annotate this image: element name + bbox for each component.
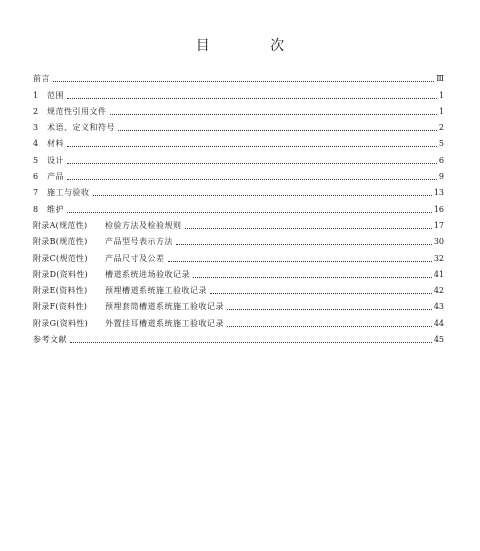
toc-entry-title: 产品尺寸及公差 bbox=[105, 253, 165, 263]
toc-entry[interactable] bbox=[33, 166, 444, 182]
dot-leader bbox=[118, 129, 437, 131]
toc-entry-title: 检验方法及检验规则 bbox=[105, 220, 182, 230]
toc-entry-title: 预埋套筒槽道系统施工验收记录 bbox=[105, 302, 224, 312]
toc-entry-title: 设计 bbox=[47, 155, 64, 165]
toc-entry-number: 4 bbox=[33, 139, 39, 149]
toc-entry[interactable] bbox=[33, 247, 444, 263]
toc-entry[interactable] bbox=[33, 296, 444, 312]
toc-entry-title: 预埋槽道系统施工验收记录 bbox=[105, 286, 207, 296]
dot-leader bbox=[67, 97, 437, 99]
toc-entry-number: 8 bbox=[33, 204, 39, 214]
page-title: 目 次 bbox=[195, 38, 313, 55]
toc-entry[interactable] bbox=[33, 117, 444, 133]
toc-entry-number: 1 bbox=[33, 90, 39, 100]
toc-appendix-label: 附录D(资料性) bbox=[33, 269, 89, 279]
toc-entry-number: 6 bbox=[33, 172, 39, 182]
toc-appendix-label: 附录G(资料性) bbox=[33, 318, 89, 328]
toc-entry-number: 5 bbox=[33, 155, 39, 165]
toc-entry[interactable] bbox=[33, 329, 444, 345]
dot-leader bbox=[67, 145, 437, 147]
toc-page-number: 1 bbox=[438, 106, 444, 116]
dot-leader bbox=[210, 292, 432, 294]
dot-leader bbox=[67, 211, 432, 213]
toc-entry[interactable] bbox=[33, 182, 444, 198]
toc-entry-title: 槽道系统进场验收记录 bbox=[105, 269, 190, 279]
toc-entry-title: 材料 bbox=[47, 139, 64, 149]
toc-page-number: 41 bbox=[433, 269, 444, 279]
toc-page-number: 32 bbox=[433, 253, 444, 263]
dot-leader bbox=[193, 276, 432, 278]
toc-page-number: 6 bbox=[438, 155, 444, 165]
toc-entry[interactable] bbox=[33, 149, 444, 165]
toc-entry-title: 规范性引用文件 bbox=[47, 106, 107, 116]
toc-entry-number: 7 bbox=[33, 188, 39, 198]
toc-page-number: 43 bbox=[433, 302, 444, 312]
toc-entry[interactable] bbox=[33, 101, 444, 117]
toc-page-number: Ⅲ bbox=[436, 74, 444, 84]
dot-leader bbox=[70, 341, 432, 343]
toc-page-number: 5 bbox=[438, 139, 444, 149]
toc-appendix-label: 附录C(规范性) bbox=[33, 253, 88, 263]
dot-leader bbox=[185, 227, 432, 229]
table-of-contents bbox=[33, 68, 444, 345]
dot-leader bbox=[176, 243, 432, 245]
toc-entry[interactable] bbox=[33, 68, 444, 84]
toc-entry[interactable] bbox=[33, 215, 444, 231]
toc-entry-number: 2 bbox=[33, 106, 39, 116]
toc-entry-title: 产品 bbox=[47, 172, 64, 182]
dot-leader bbox=[67, 178, 437, 180]
toc-appendix-label: 附录B(规范性) bbox=[33, 237, 88, 247]
toc-entry-number: 3 bbox=[33, 123, 39, 133]
toc-entry[interactable] bbox=[33, 198, 444, 214]
dot-leader bbox=[53, 80, 434, 82]
toc-page-number: 2 bbox=[438, 123, 444, 133]
dot-leader bbox=[67, 162, 437, 164]
toc-page-number: 44 bbox=[433, 318, 444, 328]
toc-entry[interactable] bbox=[33, 133, 444, 149]
toc-page-number: 13 bbox=[433, 188, 444, 198]
toc-entry-title: 施工与验收 bbox=[47, 188, 90, 198]
dot-leader bbox=[93, 194, 432, 196]
toc-entry-title: 外置挂耳槽道系统施工验收记录 bbox=[105, 318, 224, 328]
toc-entry[interactable] bbox=[33, 84, 444, 100]
toc-entry-title: 产品型号表示方法 bbox=[105, 237, 173, 247]
dot-leader bbox=[168, 260, 432, 262]
toc-appendix-label: 附录E(资料性) bbox=[33, 286, 88, 296]
toc-entry-title: 术语、定义和符号 bbox=[47, 123, 115, 133]
toc-page-number: 16 bbox=[433, 204, 444, 214]
dot-leader bbox=[227, 308, 432, 310]
toc-page-number: 45 bbox=[433, 335, 444, 345]
toc-entry-title: 前言 bbox=[33, 74, 50, 84]
toc-page-number: 9 bbox=[438, 172, 444, 182]
toc-appendix-label: 附录A(规范性) bbox=[33, 220, 88, 230]
toc-entry[interactable] bbox=[33, 231, 444, 247]
toc-entry[interactable] bbox=[33, 312, 444, 328]
toc-appendix-label: 附录F(资料性) bbox=[33, 302, 88, 312]
toc-entry[interactable] bbox=[33, 264, 444, 280]
toc-entry-title: 参考文献 bbox=[33, 335, 67, 345]
toc-entry-title: 维护 bbox=[47, 204, 64, 214]
dot-leader bbox=[110, 113, 437, 115]
toc-entry[interactable] bbox=[33, 280, 444, 296]
toc-page-number: 30 bbox=[433, 237, 444, 247]
dot-leader bbox=[227, 325, 432, 327]
toc-page-number: 17 bbox=[433, 220, 444, 230]
toc-page-number: 1 bbox=[438, 90, 444, 100]
toc-entry-title: 范围 bbox=[47, 90, 64, 100]
toc-page-number: 42 bbox=[433, 286, 444, 296]
